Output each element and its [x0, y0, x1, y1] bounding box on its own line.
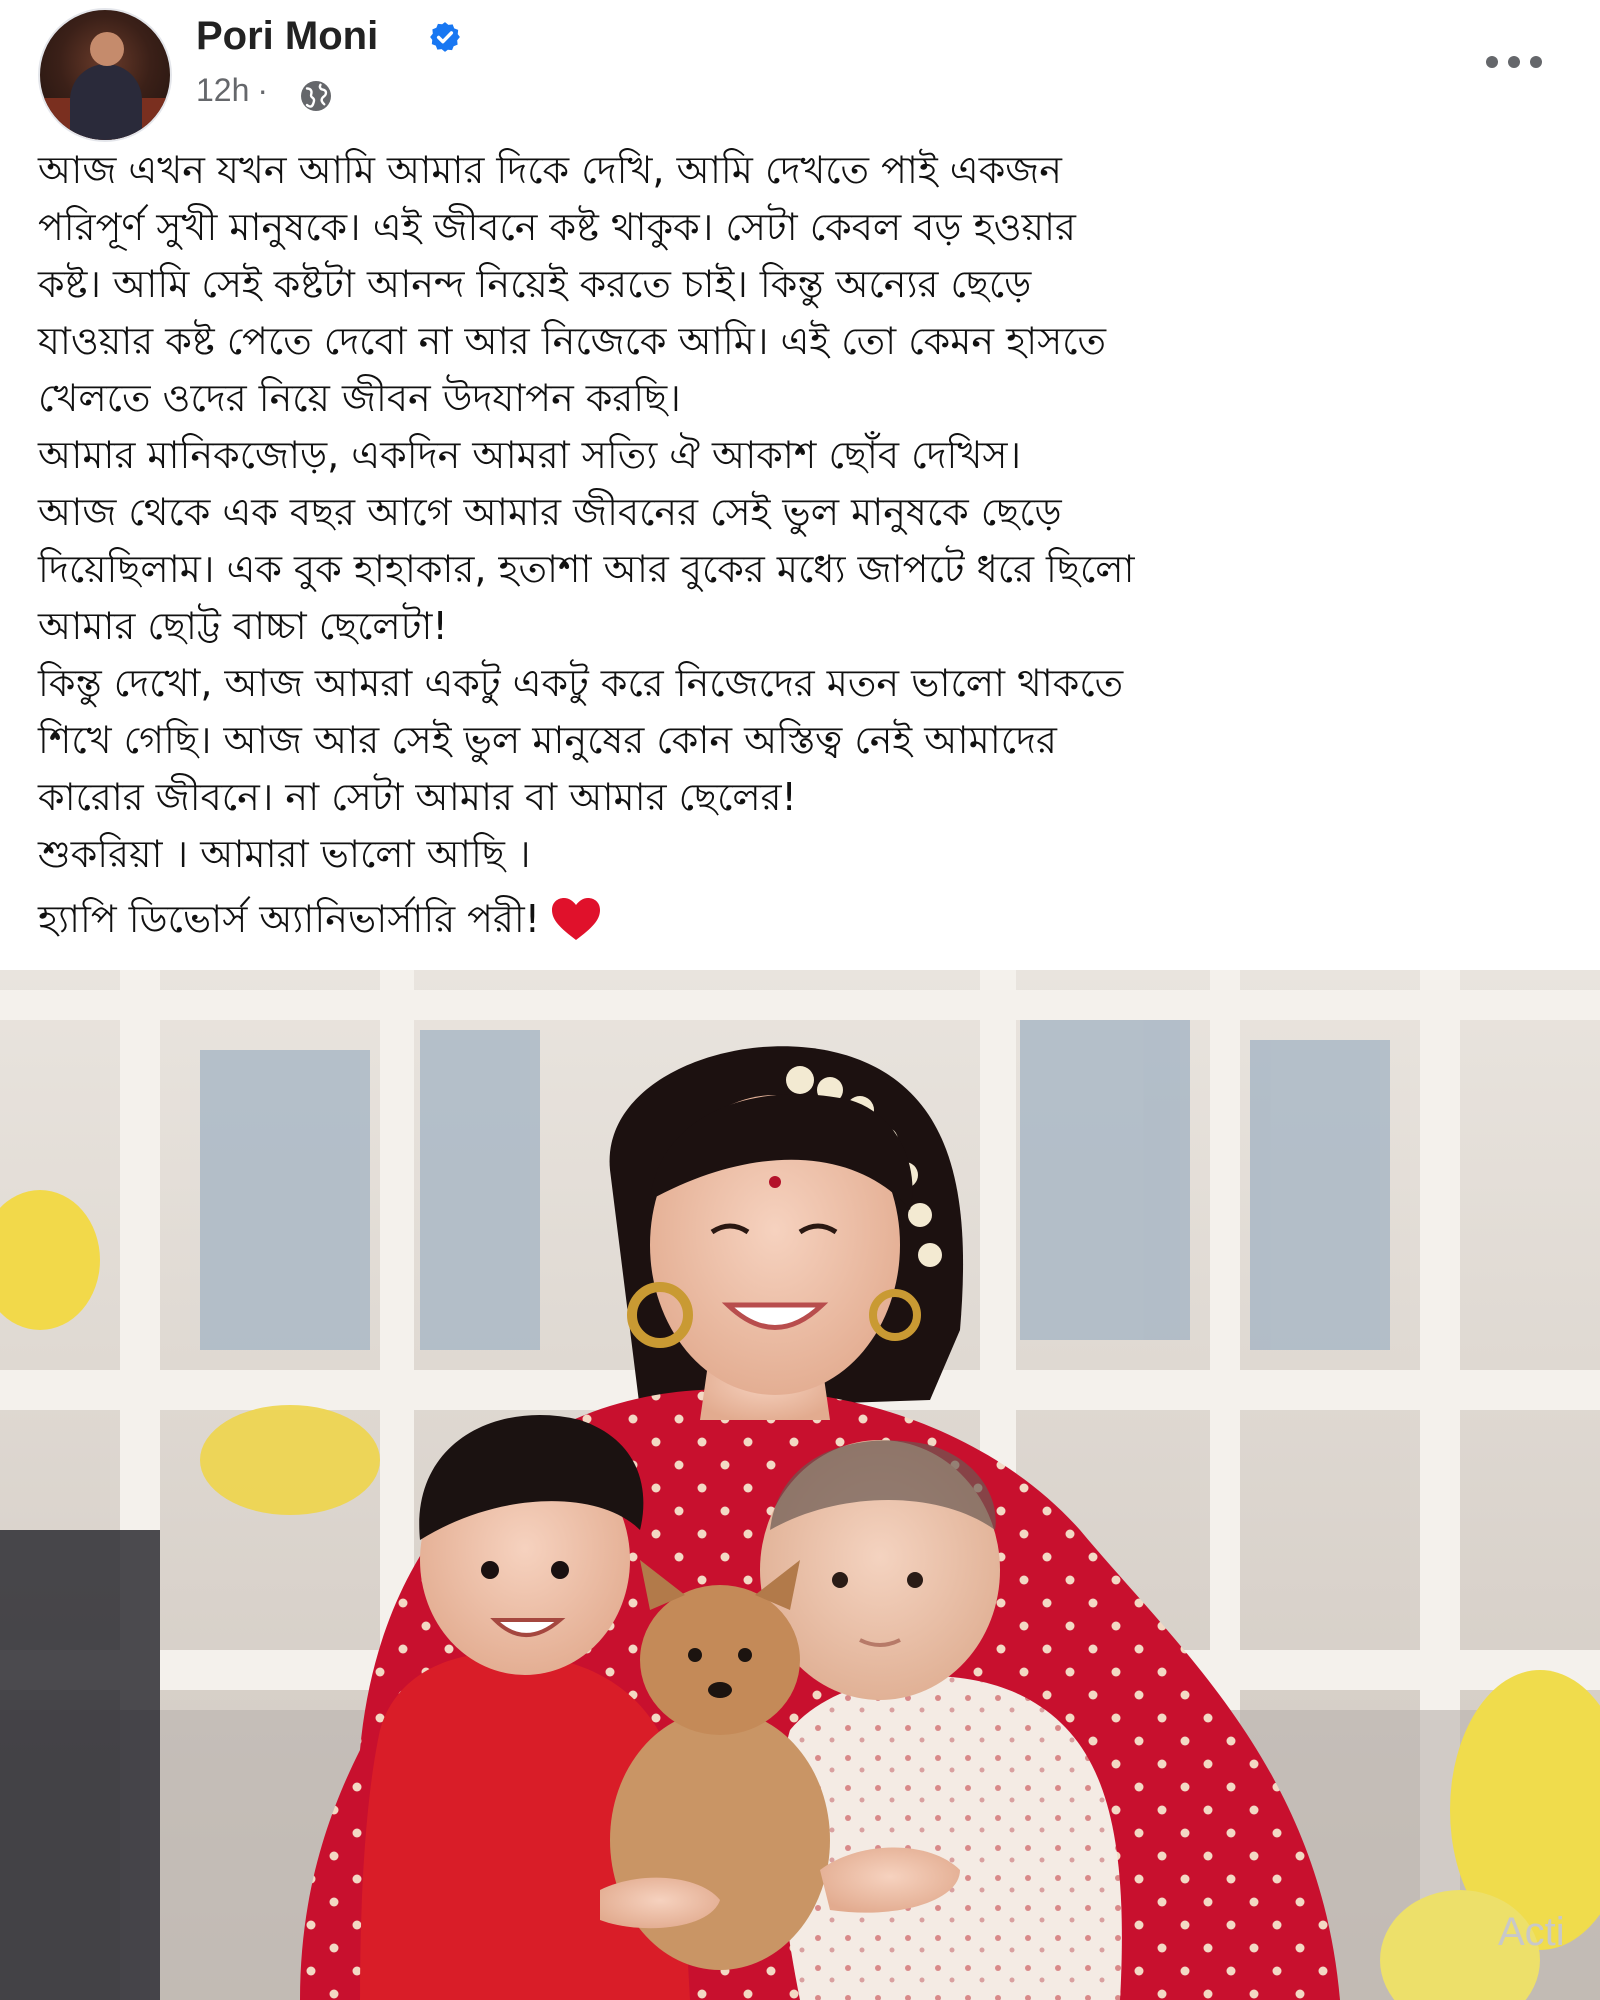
author-avatar[interactable]	[38, 8, 172, 142]
post-paragraph: আমার মানিকজোড়, একদিন আমরা সত্যি ঐ আকাশ ছোঁব দেখিস।	[38, 433, 1022, 477]
avatar-face	[90, 32, 124, 66]
post-meta	[196, 72, 276, 109]
post-timestamp[interactable]: 12h	[196, 72, 250, 108]
post-paragraph: আজ এখন যখন আমি আমার দিকে দেখি, আমি দেখতে পাই একজন পরিপূর্ণ সুখী মানুষকে। এই জীবনে কষ্ট থাকুক। সেটা কেবল বড় হওয়ার কষ্ট। আমি সেই কষ্টটা আনন্দ নিয়েই করতে চাই। কিন্তু অন্যের ছেড়ে যাওয়ার কষ্ট পেতে দেবো না আর নিজেকে আমি। এই তো কেমন হাসতে খেলতে ওদের নিয়ে জীবন উদযাপন করছি।	[38, 148, 1106, 420]
meta-separator: ·	[257, 72, 269, 108]
post-message	[38, 142, 1578, 948]
verified-badge-icon	[428, 20, 462, 54]
photo-watermark: Acti	[1498, 1910, 1565, 1954]
post-closing-line	[38, 891, 1578, 948]
globe-icon[interactable]	[298, 78, 334, 114]
post-paragraph: আজ থেকে এক বছর আগে আমার জীবনের সেই ভুল মানুষকে ছেড়ে দিয়েছিলাম। এক বুক হাহাকার, হতাশা আর বুকের মধ্যে জাপটে ধরে ছিলো আমার ছোট্ট বাচ্চা ছেলেটা!	[38, 490, 1135, 648]
post-paragraph: শুকরিয়া । আমারা ভালো আছি ।	[38, 832, 531, 876]
heart-icon	[550, 896, 602, 942]
more-options-icon[interactable]	[1484, 50, 1544, 74]
avatar-figure	[70, 64, 142, 142]
post-header	[0, 0, 1600, 140]
author-name[interactable]: Pori Moni	[196, 14, 379, 58]
photo-illustration	[0, 970, 1600, 2000]
post-photo[interactable]	[0, 970, 1600, 2000]
post-paragraph: কিন্তু দেখো, আজ আমরা একটু একটু করে নিজেদের মতন ভালো থাকতে শিখে গেছি। আজ আর সেই ভুল মানুষের কোন অস্তিত্ব নেই আমাদের কারোর জীবনে। না সেটা আমার বা আমার ছেলের!	[38, 661, 1124, 819]
closing-text: হ্যাপি ডিভোর্স অ্যানিভার্সারি পরী!	[38, 897, 540, 941]
